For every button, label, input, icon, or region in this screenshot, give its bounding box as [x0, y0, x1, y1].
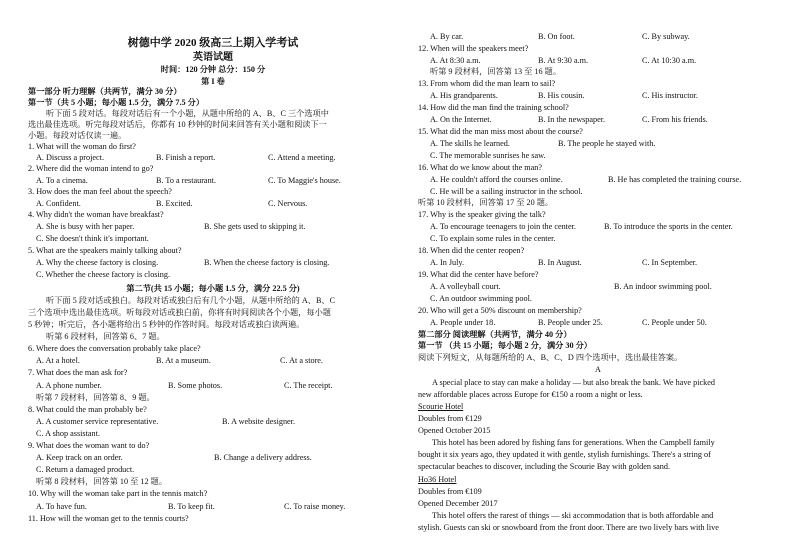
option-a: A. His grandparents. — [430, 91, 498, 100]
listening-note: 听第 7 段材料，回答第 8、9 题。 — [36, 393, 155, 402]
option-a: A. To a cinema. — [36, 176, 88, 185]
option-b: B. In the newspaper. — [538, 115, 606, 124]
option-c: C. Nervous. — [268, 199, 308, 208]
hotel-desc-line: stylish. Guests can ski or snowboard from the front door. There are two lively bars with live — [418, 523, 719, 532]
option-a: A. To have fun. — [36, 502, 87, 511]
option-a: A. The skills he learned. — [430, 139, 510, 148]
option-a: A. At a hotel. — [36, 356, 80, 365]
passage-label: A — [595, 365, 601, 374]
option-a: A. Discuss a project. — [36, 153, 104, 162]
passage-intro-line: A special place to stay can make a holiday — but also break the bank. We have picked — [432, 378, 715, 387]
option-c: C. People under 50. — [642, 318, 707, 327]
option-a: A. Why the cheese factory is closing. — [36, 258, 159, 267]
option-a: A. At 8:30 a.m. — [430, 56, 481, 65]
volume-label: 第 I 卷 — [201, 77, 225, 86]
question-7: 7. What does the man ask for? — [28, 368, 128, 377]
option-b: B. She gets used to skipping it. — [204, 222, 306, 231]
question-13: 13. From whom did the man learn to sail? — [418, 79, 556, 88]
question-20: 20. Who will get a 50% discount on membership? — [418, 306, 582, 315]
option-a: A. A volleyball court. — [430, 282, 501, 291]
question-1: 1. What will the woman do first? — [28, 142, 136, 151]
instruction-line: 小题。每段对话仅读一遍。 — [28, 131, 127, 140]
part2-heading: 第二部分 阅读理解（共两节，满分 40 分） — [418, 330, 572, 339]
hotel-price: Doubles from €109 — [418, 487, 482, 496]
option-c: C. His instructor. — [642, 91, 698, 100]
option-b: B. A website designer. — [222, 417, 295, 426]
listening-note: 听第 10 段材料，回答第 17 至 20 题。 — [418, 198, 554, 207]
option-b: B. The people he stayed with. — [558, 139, 656, 148]
instruction-line: 三个选项中选出最佳选项。听每段对话或独白前，你将有时间阅读各个小题，每小题 — [28, 308, 331, 317]
option-b: B. To introduce the sports in the center. — [604, 222, 733, 231]
question-8: 8. What could the man probably be? — [28, 405, 147, 414]
option-a: A. To encourage teenagers to join the center. — [430, 222, 576, 231]
question-14: 14. How did the man find the training school? — [418, 103, 569, 112]
question-11: 11. How will the woman get to the tennis courts? — [28, 514, 189, 523]
listening-note: 听第 9 段材料，回答第 13 至 16 题。 — [430, 67, 562, 76]
part1-heading: 第一部分 听力理解（共两节，满分 30 分） — [28, 87, 182, 96]
question-4: 4. Why didn't the woman have breakfast? — [28, 210, 164, 219]
hotel-opened: Opened October 2015 — [418, 426, 491, 435]
hotel-price: Doubles from €129 — [418, 414, 482, 423]
question-19: 19. What did the center have before? — [418, 270, 539, 279]
part2-instruction: 阅读下列短文，从每题所给的 A、B、C、D 四个选项中，选出最佳答案。 — [418, 353, 683, 362]
question-17: 17. Why is the speaker giving the talk? — [418, 210, 546, 219]
hotel-desc-line: spectacular beaches to discover, including the Scourie Bay with golden sand. — [418, 462, 671, 471]
instruction-line: 选出最佳选项。听完每段对话后，你都有 10 秒钟的时间来回答有关小题和阅读下一 — [28, 120, 327, 129]
option-a: A. People under 18. — [430, 318, 496, 327]
option-b: B. Some photos. — [168, 381, 223, 390]
passage-intro-line: new affordable places across Europe for €150 a room a night or less. — [418, 390, 643, 399]
option-c: C. Whether the cheese factory is closing. — [36, 270, 170, 279]
question-3: 3. How does the man feel about the speech? — [28, 187, 172, 196]
exam-subtitle: 英语试题 — [193, 52, 233, 63]
instruction-line: 5 秒钟；听完后，各小题将给出 5 秒钟的作答时间。每段对话或独白读两遍。 — [28, 320, 305, 329]
option-c: C. The memorable sunrises he saw. — [430, 151, 546, 160]
section1-heading: 第一节（共 5 小题；每小题 1.5 分，满分 7.5 分） — [28, 98, 205, 107]
option-c: C. She doesn't think it's important. — [36, 234, 149, 243]
hotel-name: Scourie Hotel — [418, 402, 464, 411]
hotel-opened: Opened December 2017 — [418, 499, 498, 508]
option-c: C. Return a damaged product. — [36, 465, 135, 474]
option-b: B. To keep fit. — [168, 502, 215, 511]
option-a: A. By car. — [430, 32, 464, 41]
instruction-line: 听下面 5 段对话。每段对话后有一个小题，从题中所给的 A、B、C 三个选项中 — [46, 109, 329, 118]
option-c: C. He will be a sailing instructor in the school. — [430, 187, 583, 196]
question-16: 16. What do we know about the man? — [418, 163, 542, 172]
listening-note: 听第 8 段材料，回答第 10 至 12 题。 — [36, 477, 168, 486]
option-a: A. She is busy with her paper. — [36, 222, 135, 231]
hotel-desc-line: This hotel offers the rarest of things — ski accommodation that is both affordable and — [432, 511, 714, 520]
option-b: B. To a restaurant. — [156, 176, 216, 185]
option-b: B. Excited. — [156, 199, 193, 208]
option-c: C. To explain some rules in the center. — [430, 234, 556, 243]
question-18: 18. When did the center reopen? — [418, 246, 525, 255]
option-c: C. From his friends. — [642, 115, 708, 124]
option-b: B. Finish a report. — [156, 153, 216, 162]
exam-time: 时间：120 分钟 总分：150 分 — [160, 65, 266, 74]
option-b: B. An indoor swimming pool. — [614, 282, 712, 291]
option-b: B. He has completed the training course. — [608, 175, 742, 184]
option-a: A. He couldn't afford the courses online. — [430, 175, 563, 184]
option-c: C. Attend a meeting. — [268, 153, 336, 162]
option-c: C. A shop assistant. — [36, 429, 100, 438]
option-c: C. By subway. — [642, 32, 690, 41]
option-b: B. Change a delivery address. — [214, 453, 312, 462]
hotel-desc-line: This hotel has been adored by fishing fans for generations. When the Campbell family — [432, 438, 715, 447]
part2-section1-heading: 第一节 （共 15 小题；每小题 2 分，满分 30 分） — [418, 341, 592, 350]
option-c: C. At 10:30 a.m. — [642, 56, 697, 65]
option-c: C. To raise money. — [284, 502, 346, 511]
option-c: C. An outdoor swimming pool. — [430, 294, 532, 303]
option-b: B. His cousin. — [538, 91, 585, 100]
option-c: C. At a store. — [280, 356, 323, 365]
option-b: B. At 9:30 a.m. — [538, 56, 589, 65]
option-c: C. In September. — [642, 258, 698, 267]
option-b: B. In August. — [538, 258, 582, 267]
exam-title: 树德中学 2020 级高三上期入学考试 — [127, 37, 299, 49]
listening-note: 听第 6 段材料，回答第 6、7 题。 — [46, 332, 165, 341]
option-b: B. People under 25. — [538, 318, 603, 327]
question-9: 9. What does the woman want to do? — [28, 441, 150, 450]
option-a: A. A phone number. — [36, 381, 102, 390]
option-a: A. Confident. — [36, 199, 81, 208]
question-12: 12. When will the speakers meet? — [418, 44, 529, 53]
option-a: A. A customer service representative. — [36, 417, 159, 426]
question-15: 15. What did the man miss most about the course? — [418, 127, 583, 136]
option-a: A. Keep track on an order. — [36, 453, 123, 462]
option-b: B. On foot. — [538, 32, 575, 41]
option-b: B. At a museum. — [156, 356, 211, 365]
section2-heading: 第二节(共 15 小题；每小题 1.5 分，满分 22.5 分) — [126, 284, 300, 293]
instruction-line: 听下面 5 段对话或独白。每段对话或独白后有几个小题，从题中所给的 A、B、C — [46, 296, 336, 305]
hotel-desc-line: bought it six years ago, they updated it with gentle, stylish furnishings. There's a string of — [418, 450, 711, 459]
option-a: A. On the Internet. — [430, 115, 492, 124]
option-b: B. When the cheese factory is closing. — [204, 258, 330, 267]
question-6: 6. Where does the conversation probably take place? — [28, 344, 201, 353]
option-a: A. In July. — [430, 258, 465, 267]
question-5: 5. What are the speakers mainly talking about? — [28, 246, 182, 255]
option-c: C. The receipt. — [284, 381, 333, 390]
option-c: C. To Maggie's house. — [268, 176, 341, 185]
hotel-name: Ho36 Hotel — [418, 475, 457, 484]
question-10: 10. Why will the woman take part in the tennis match? — [28, 489, 208, 498]
question-2: 2. Where did the woman intend to go? — [28, 164, 154, 173]
